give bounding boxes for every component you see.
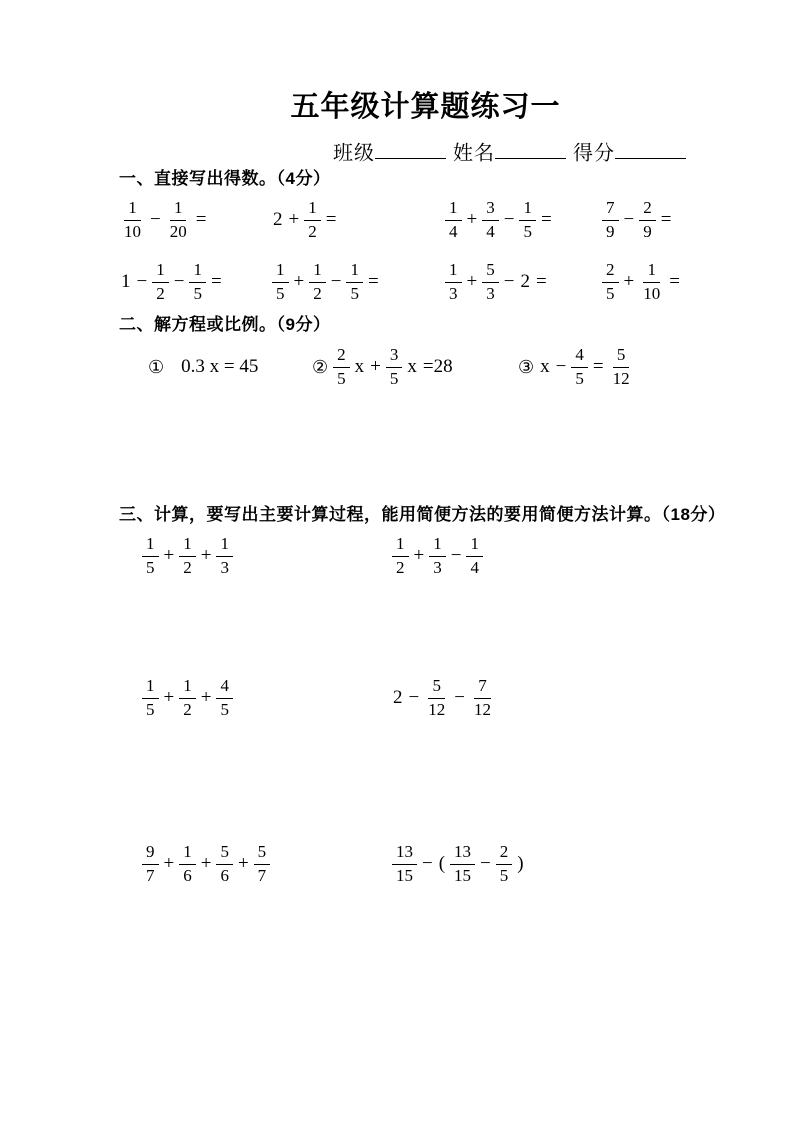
fraction-numerator: 2 [496, 842, 513, 864]
fraction-numerator: 1 [179, 842, 196, 864]
section1-heading: 一、直接写出得数。（4分） [119, 169, 331, 188]
fraction-numerator: 4 [216, 676, 233, 698]
fraction [333, 345, 350, 388]
fraction-denominator: 5 [276, 283, 285, 303]
fraction-denominator: 3 [486, 283, 495, 303]
fraction [466, 534, 483, 577]
fraction-numerator: 5 [482, 260, 499, 282]
fraction-numerator: 9 [142, 842, 159, 864]
math-expression [178, 356, 261, 378]
fraction [450, 842, 475, 885]
fraction-numerator: 1 [304, 198, 321, 220]
fraction-denominator: 5 [146, 557, 155, 577]
fraction-numerator: 1 [445, 198, 462, 220]
math-token: 0.3 x = 45 [181, 356, 259, 377]
fraction-denominator: 15 [454, 865, 472, 885]
fraction-numerator: 1 [216, 534, 233, 556]
fraction-denominator: 12 [473, 699, 491, 719]
fraction-numerator: 1 [179, 534, 196, 556]
fraction [166, 198, 191, 241]
math-expression [600, 198, 793, 241]
fraction [386, 345, 403, 388]
math-expression [140, 842, 390, 885]
math-token: − [454, 687, 465, 708]
fraction-denominator: 2 [183, 699, 192, 719]
fraction-numerator: 13 [450, 842, 475, 864]
circled-number-3: ③ [518, 356, 535, 377]
fraction-numerator: 7 [474, 676, 491, 698]
math-expression [390, 676, 793, 719]
fraction [272, 260, 289, 303]
math-token: + [466, 209, 478, 230]
fraction-numerator: 2 [602, 260, 619, 282]
math-token: + [200, 687, 212, 708]
fraction [152, 260, 169, 303]
fraction [142, 534, 159, 577]
fraction-numerator: 4 [571, 345, 588, 367]
math-expression [443, 198, 600, 241]
fraction [346, 260, 363, 303]
fraction-numerator: 1 [272, 260, 289, 282]
math-token: − [503, 209, 515, 230]
fraction [189, 260, 206, 303]
math-token: − [503, 271, 515, 292]
fraction-denominator: 10 [643, 283, 661, 303]
math-token: = [540, 209, 552, 230]
name-blank-line [495, 138, 566, 159]
fraction [602, 260, 619, 303]
fraction-numerator: 1 [309, 260, 326, 282]
fraction-denominator: 12 [428, 699, 446, 719]
math-token: + [237, 853, 249, 874]
section1-row-2 [118, 260, 793, 304]
math-expression [331, 345, 455, 388]
fraction [304, 198, 321, 241]
fraction-denominator: 5 [146, 699, 155, 719]
fraction-numerator: 7 [602, 198, 619, 220]
math-token: + [163, 853, 175, 874]
fraction [445, 260, 462, 303]
fraction-numerator: 1 [179, 676, 196, 698]
math-token: 2 [520, 271, 530, 292]
math-token: + [623, 271, 635, 292]
fraction-numerator: 13 [392, 842, 417, 864]
math-token: + [200, 853, 212, 874]
math-token: x [540, 356, 550, 377]
math-token: = [367, 271, 379, 292]
fraction-denominator: 20 [169, 221, 187, 241]
fraction-numerator: 5 [428, 676, 445, 698]
fraction-numerator: 1 [124, 198, 141, 220]
fraction [309, 260, 326, 303]
fraction-numerator: 2 [333, 345, 350, 367]
math-token: = [195, 209, 207, 230]
fraction [216, 534, 233, 577]
fraction-denominator: 2 [156, 283, 165, 303]
math-token: = [669, 271, 680, 292]
circled-number-2: ② [312, 356, 329, 377]
fraction-numerator: 1 [170, 198, 187, 220]
fraction [179, 534, 196, 577]
math-token: − [173, 271, 185, 292]
fraction-numerator: 5 [254, 842, 271, 864]
math-token: ( [438, 853, 446, 874]
fraction-numerator: 1 [429, 534, 446, 556]
fraction-numerator: 1 [189, 260, 206, 282]
math-expression [140, 676, 390, 719]
fraction [519, 198, 536, 241]
math-token: − [408, 687, 420, 708]
fraction-denominator: 2 [313, 283, 322, 303]
fraction-denominator: 12 [612, 368, 630, 388]
fraction-numerator: 1 [466, 534, 483, 556]
math-token: − [136, 271, 148, 292]
fraction-denominator: 9 [643, 221, 652, 241]
math-token: − [480, 853, 491, 874]
fraction [142, 842, 159, 885]
fraction-denominator: 5 [606, 283, 615, 303]
math-expression [600, 260, 793, 303]
fraction [482, 260, 499, 303]
fraction [216, 676, 233, 719]
math-token: = [535, 271, 547, 292]
math-token: + [466, 271, 478, 292]
fraction-denominator: 3 [220, 557, 229, 577]
math-token: = [660, 209, 672, 230]
fraction-denominator: 7 [146, 865, 155, 885]
math-token: = [210, 271, 222, 292]
section3-row-1 [140, 534, 793, 578]
fraction-denominator: 4 [470, 557, 479, 577]
fraction-numerator: 3 [386, 345, 403, 367]
fraction-denominator: 10 [124, 221, 141, 241]
math-token: + [200, 545, 212, 566]
fraction [609, 345, 634, 388]
page-title: 五年级计算题练习一 [290, 91, 561, 123]
equation-item [312, 345, 518, 388]
fraction [445, 198, 462, 241]
fraction-numerator: 1 [346, 260, 363, 282]
fraction [470, 676, 495, 719]
fraction [254, 842, 271, 885]
section2-row [148, 344, 793, 390]
fraction-denominator: 5 [575, 368, 584, 388]
math-token: + [413, 545, 425, 566]
fraction-numerator: 1 [142, 534, 159, 556]
fraction-denominator: 3 [449, 283, 458, 303]
equation-item [148, 356, 312, 378]
math-token: =28 [422, 356, 453, 377]
math-token: + [370, 356, 381, 377]
math-token: − [330, 271, 342, 292]
fraction [424, 676, 449, 719]
class-label: 班级 [333, 142, 375, 165]
fraction-numerator: 5 [613, 345, 630, 367]
math-token: 2 [273, 209, 283, 230]
score-label: 得分 [573, 142, 615, 165]
fraction-denominator: 5 [499, 865, 509, 885]
math-token: − [450, 545, 462, 566]
fraction [639, 260, 664, 303]
math-token: 2 [393, 687, 403, 708]
fraction-denominator: 2 [308, 221, 317, 241]
fraction [179, 676, 196, 719]
section1-row-1 [118, 198, 793, 242]
math-token: + [288, 209, 300, 230]
math-expression [140, 534, 390, 577]
fraction-denominator: 5 [193, 283, 202, 303]
name-label: 姓名 [453, 142, 495, 165]
math-expression [118, 198, 270, 241]
math-token: + [293, 271, 305, 292]
math-token: − [150, 209, 161, 230]
score-blank-line [615, 138, 686, 159]
fraction-numerator: 5 [216, 842, 233, 864]
circled-number-1: ① [148, 356, 165, 377]
fraction-denominator: 2 [183, 557, 192, 577]
fraction-numerator: 1 [142, 676, 159, 698]
math-expression [390, 534, 793, 577]
fraction [392, 534, 409, 577]
fraction-denominator: 4 [486, 221, 495, 241]
fraction-numerator: 1 [392, 534, 409, 556]
section3-row-3 [140, 842, 793, 886]
math-expression [270, 260, 443, 303]
fraction-denominator: 5 [337, 368, 346, 388]
fraction-denominator: 3 [433, 557, 442, 577]
student-info-line [333, 138, 793, 164]
fraction [216, 842, 233, 885]
fraction-denominator: 9 [606, 221, 615, 241]
fraction [179, 842, 196, 885]
fraction-denominator: 5 [389, 368, 399, 388]
math-token: = [592, 356, 604, 377]
fraction-denominator: 6 [183, 865, 192, 885]
equation-item [518, 345, 793, 388]
fraction-denominator: 6 [220, 865, 229, 885]
fraction-numerator: 3 [482, 198, 499, 220]
class-blank-line [375, 138, 446, 159]
fraction-denominator: 2 [396, 557, 405, 577]
fraction [429, 534, 446, 577]
fraction-denominator: 5 [220, 699, 229, 719]
fraction [602, 198, 619, 241]
math-token: ) [517, 853, 524, 874]
math-token: = [325, 209, 337, 230]
fraction [639, 198, 656, 241]
fraction [120, 198, 145, 241]
fraction [392, 842, 417, 885]
math-expression [537, 345, 635, 388]
section3-row-2 [140, 676, 793, 720]
fraction-numerator: 1 [643, 260, 660, 282]
math-token: x [407, 356, 417, 377]
section3-heading: 三、计算，要写出主要计算过程，能用简便方法的要用简便方法计算。（18分） [119, 505, 726, 524]
math-expression [443, 260, 600, 303]
fraction-numerator: 1 [519, 198, 536, 220]
fraction [496, 842, 513, 885]
fraction-numerator: 1 [445, 260, 462, 282]
fraction-denominator: 5 [523, 221, 532, 241]
fraction-denominator: 15 [396, 865, 413, 885]
fraction-denominator: 7 [257, 865, 267, 885]
math-expression [118, 260, 270, 303]
math-token: − [422, 853, 433, 874]
math-token: − [555, 356, 567, 377]
fraction [142, 676, 159, 719]
fraction [482, 198, 499, 241]
math-token: x [354, 356, 365, 377]
math-token: + [163, 687, 175, 708]
math-expression [390, 842, 793, 885]
fraction-denominator: 5 [350, 283, 359, 303]
fraction-numerator: 1 [152, 260, 169, 282]
fraction [571, 345, 588, 388]
math-token: + [163, 545, 175, 566]
math-token: − [623, 209, 635, 230]
math-expression [270, 198, 443, 241]
fraction-denominator: 4 [449, 221, 458, 241]
fraction-numerator: 2 [639, 198, 656, 220]
math-token: 1 [121, 271, 131, 292]
section2-heading: 二、解方程或比例。（9分） [119, 315, 331, 334]
